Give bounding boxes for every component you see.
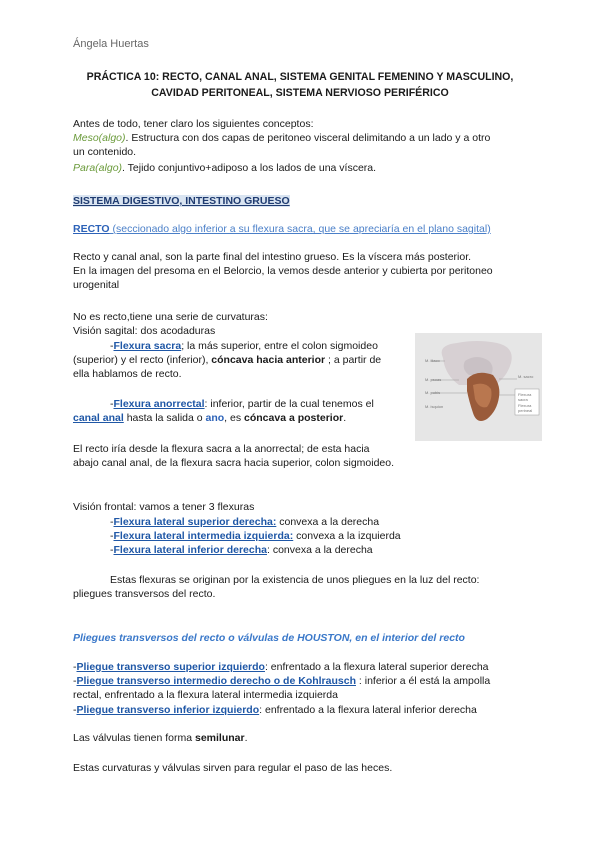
pliegue-2 [73, 674, 490, 688]
recto-p-line3: urogenital [73, 279, 120, 291]
intro-paragraph: Antes de todo, tener claro los siguientes conceptos: [73, 118, 314, 130]
meso-term: Meso(algo) [73, 132, 126, 144]
ano-word: ano [205, 412, 225, 424]
text: ; a partir de [325, 354, 382, 366]
pliegue-1 [73, 660, 489, 674]
dash: - [110, 544, 114, 556]
dash: - [110, 516, 114, 528]
dash: - [110, 340, 114, 352]
estas-flexuras-line1: Estas flexuras se originan por la existencia de unos pliegues en la luz del recto: [110, 574, 480, 586]
curvas-line1: No es recto,tiene una serie de curvaturas: [73, 311, 268, 323]
frontal-item-2 [110, 529, 401, 543]
dash: - [110, 398, 114, 410]
text: : enfrentado a la flexura lateral superior derecha [264, 661, 489, 673]
dash: - [73, 704, 77, 716]
recto-p-line2: En la imagen del presoma en el Belorcio, la vemos desde anterior y cubierta por peritoneo [73, 265, 493, 277]
para-definition [73, 161, 376, 175]
flexura-lateral-intermedia-link[interactable]: Flexura lateral intermedia izquierda: [113, 530, 294, 542]
text: (superior) y el recto (inferior), [73, 354, 212, 366]
figure-label: M. isquion [425, 404, 444, 409]
recto-iria-line1: El recto iría desde la flexura sacra a la anorrectal; de esta hacia [73, 443, 370, 455]
houston-heading-text: Pliegues transversos del recto o válvulas de HOUSTON, en el interior del recto [73, 632, 465, 644]
pliegue-3 [73, 703, 477, 717]
pliegue-2-line2: rectal, enfrentado a la flexura lateral intermedia izquierda [73, 689, 338, 701]
valvulas-line [73, 731, 248, 745]
text: . [343, 412, 347, 424]
flexura-sacra-text: ; la más superior, entre el colon sigmoideo [181, 340, 378, 352]
pliegue-superior-link[interactable]: Pliegue transverso superior izquierdo [76, 661, 265, 673]
flexura-sacra-line2 [73, 353, 381, 367]
semilunar-word: semilunar [194, 732, 245, 744]
meso-text: . Estructura con dos capas de peritoneo visceral delimitando a un lado y a otro [125, 132, 491, 144]
recto-iria-line2: abajo canal anal, de la flexura sacra hacia superior, colon sigmoideo. [73, 457, 395, 469]
text: : enfrentado a la flexura lateral inferior derecha [259, 704, 477, 716]
text: convexa a la derecha [276, 516, 380, 528]
anatomy-figure [415, 333, 542, 441]
flexura-anorrectal-text: : inferior, partir de la cual tenemos el [204, 398, 374, 410]
figure-label: Flexura sacra [518, 392, 532, 402]
recto-heading [73, 222, 491, 236]
document-title-line1: PRÁCTICA 10: RECTO, CANAL ANAL, SISTEMA GENITAL FEMENINO Y MASCULINO, [86, 71, 514, 83]
flexura-sacra-line3: ella hablamos de recto. [73, 368, 182, 380]
text: : convexa a la derecha [266, 544, 373, 556]
text: , es [224, 412, 245, 424]
document-title-line2: CAVIDAD PERITONEAL, SISTEMA NERVIOSO PERIFÉRICO [151, 87, 449, 99]
houston-heading [73, 631, 465, 645]
curvas-line2: Visión sagital: dos acodaduras [73, 325, 216, 337]
concava-posterior: cóncava a posterior [244, 412, 344, 424]
text: convexa a la izquierda [293, 530, 401, 542]
dash: - [73, 675, 77, 687]
flexura-anorrectal-line [110, 397, 374, 411]
figure-label: Flexura perineal [518, 403, 533, 413]
text: Las válvulas tienen forma [73, 732, 195, 744]
frontal-item-1 [110, 515, 379, 529]
pliegue-intermedio-link[interactable]: Pliegue transverso intermedio derecho o de Kohlrausch [76, 675, 356, 687]
section-heading [73, 194, 290, 208]
text: hasta la salida o [123, 412, 206, 424]
recto-p-line1: Recto y canal anal, son la parte final del intestino grueso. Es la víscera más posterior. [73, 251, 472, 263]
para-text: . Tejido conjuntivo+adiposo a los lados de una víscera. [122, 162, 377, 174]
meso-definition-cont: un contenido. [73, 146, 137, 158]
estas-flexuras-line2: pliegues transversos del recto. [73, 588, 216, 600]
para-term: Para(algo) [73, 162, 123, 174]
pelvis-diagram [415, 333, 542, 441]
author-name: Ángela Huertas [73, 38, 149, 50]
vision-frontal-intro: Visión frontal: vamos a tener 3 flexuras [73, 501, 255, 513]
meso-definition [73, 131, 490, 145]
dash: - [110, 530, 114, 542]
figure-label: M. psoas [425, 377, 442, 382]
flexura-sacra-line [110, 339, 378, 353]
dash: - [73, 661, 77, 673]
flexura-anorrectal-link[interactable]: Flexura anorrectal [113, 398, 205, 410]
text: : inferior a él está la ampolla [356, 675, 491, 687]
recto-note: (seccionado algo inferior a su flexura sacra, que se apreciaría en el plano sagital) [109, 223, 491, 235]
recto-term: RECTO [73, 223, 110, 235]
frontal-item-3 [110, 543, 373, 557]
concava-anterior: cóncava hacia anterior [211, 354, 326, 366]
figure-label: M. iliaco [425, 358, 440, 363]
text: . [244, 732, 248, 744]
canal-anal-line [73, 411, 346, 425]
final-paragraph: Estas curvaturas y válvulas sirven para regular el paso de las heces. [73, 762, 393, 774]
pliegue-inferior-link[interactable]: Pliegue transverso inferior izquierdo [76, 704, 260, 716]
canal-anal-link[interactable]: canal anal [73, 412, 124, 424]
flexura-lateral-inferior-link[interactable]: Flexura lateral inferior derecha [113, 544, 267, 556]
flexura-sacra-link[interactable]: Flexura sacra [113, 340, 182, 352]
flexura-lateral-superior-link[interactable]: Flexura lateral superior derecha: [113, 516, 277, 528]
section-heading-text: SISTEMA DIGESTIVO, INTESTINO GRUESO [73, 195, 290, 207]
figure-label: M. sacro [518, 374, 534, 379]
figure-label: M. pubis [425, 390, 441, 395]
